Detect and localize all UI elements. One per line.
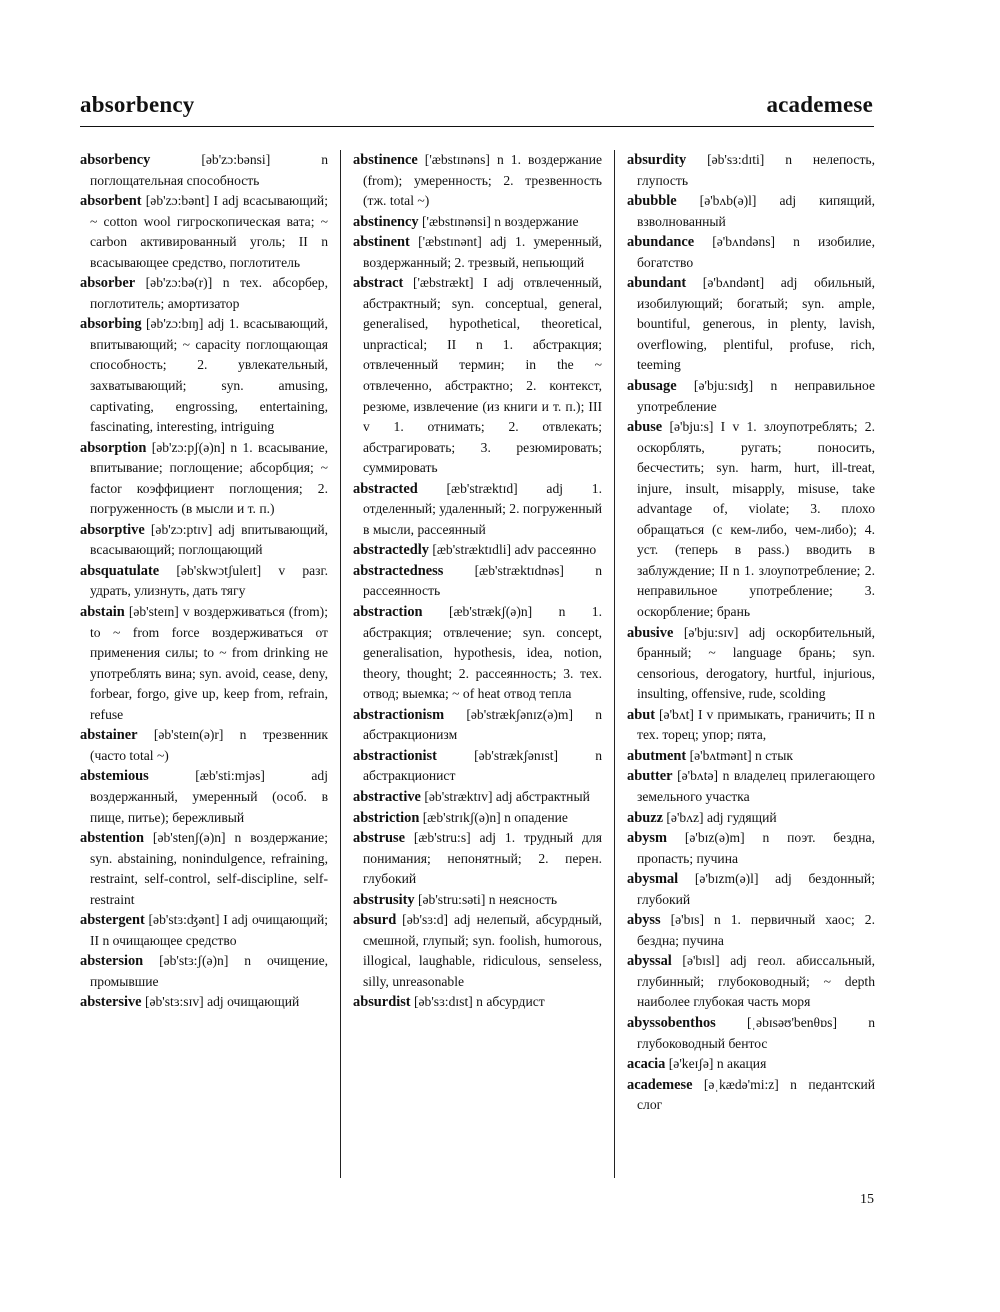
dictionary-entry xyxy=(353,212,602,233)
entry-definition: [əb'stræktɪv] adj абстрактный xyxy=(420,788,590,804)
entry-definition: [əb'strækʃənɪst] n абстракционист xyxy=(363,747,602,784)
entry-definition: [æb'stræktɪd] adj 1. отделенный; удаленный; 2. погруженный в мысли, рассеянный xyxy=(363,480,602,537)
entry-definition: [æb'stræktɪdli] adv рассеянно xyxy=(428,542,597,558)
entry-definition: ['æbstɪnənsi] n воздержание xyxy=(418,213,579,229)
entry-headword: absorber xyxy=(80,275,136,292)
dictionary-entry xyxy=(353,890,602,911)
column-divider xyxy=(614,150,615,1178)
dictionary-entry xyxy=(80,273,328,314)
dictionary-entry xyxy=(80,725,328,766)
entry-definition: ['æbstɪnəns] n 1. воздержание (from); умеренность; 2. трезвенность (тж. total ~) xyxy=(363,152,602,209)
entry-definition: [ə'bʌb(ə)l] adj кипящий, взволнованный xyxy=(637,193,875,229)
entry-definition: [əb'zɔ:bənsi] n поглощательная способность xyxy=(90,152,328,188)
dictionary-entry xyxy=(627,766,875,807)
entry-definition: [æb'strækʃ(ə)n] n 1. абстракция; отвлечение; syn. concept, generalisation, hypothesis, idea, notion, theory, thought; 2. рассеянность; 3. тех. отвод; выемка; ~ of heat отвод тепла xyxy=(363,604,602,702)
dictionary-entry xyxy=(353,561,602,602)
dictionary-entry xyxy=(627,1013,875,1054)
entry-definition: [ə'bʌtə] n владелец прилегающего земельного участка xyxy=(637,768,875,804)
entry-headword: abstriction xyxy=(353,809,420,826)
entry-headword: abstractionism xyxy=(353,706,445,723)
dictionary-entry xyxy=(80,520,328,561)
entry-headword: absorptive xyxy=(80,521,145,538)
entry-definition: [ə'bɪsl] adj геол. абиссальный, глубинный; глубоководный; ~ depth наиболее глубокая часть моря xyxy=(637,953,875,1010)
dictionary-entry xyxy=(353,808,602,829)
dictionary-entry xyxy=(80,438,328,520)
dictionary-entry xyxy=(627,376,875,417)
entry-definition: [əb'zɔ:bənt] I adj всасывающий; ~ cotton wool гигроскопическая вата; ~ carbon активированный уголь; II n всасывающее средство, поглотитель xyxy=(90,193,328,270)
entry-headword: absorbency xyxy=(80,152,151,168)
entry-headword: abstemious xyxy=(80,768,149,785)
entry-headword: abstraction xyxy=(353,604,423,621)
dictionary-entry xyxy=(353,910,602,992)
entry-headword: absurdity xyxy=(627,152,687,168)
entry-headword: abysm xyxy=(627,830,667,847)
entry-definition: [əb'strækʃənɪz(ə)m] n абстракционизм xyxy=(363,706,602,743)
entry-headword: abstractedly xyxy=(353,542,429,559)
entry-headword: acacia xyxy=(627,1056,666,1073)
dictionary-entry xyxy=(353,828,602,890)
dictionary-entry xyxy=(627,828,875,869)
entry-headword: abstractionist xyxy=(353,747,437,764)
dictionary-entry xyxy=(353,150,602,212)
entry-definition: [əb'sɜ:dɪst] n абсурдист xyxy=(410,994,545,1010)
dictionary-entry xyxy=(627,232,875,273)
entry-headword: abstinent xyxy=(353,234,410,251)
entry-headword: abstainer xyxy=(80,727,138,744)
dictionary-entry xyxy=(353,232,602,273)
entry-definition: [ə'bju:sɪv] adj оскорбительный, бранный; ~ language брань; syn. censorious, derogatory, hurtful, injurious, insulting, offensive, rude, scolding xyxy=(637,624,875,702)
entry-definition: [əb'skwɔtʃuleɪt] v разг. удрать, улизнуть, дать тягу xyxy=(90,562,328,599)
entry-definition: [ə'bʌndəns] n изобилие, богатство xyxy=(637,234,875,270)
dictionary-column-2 xyxy=(353,150,602,1013)
dictionary-entry xyxy=(627,705,875,746)
dictionary-entry xyxy=(353,540,602,561)
dictionary-entry xyxy=(80,150,328,191)
dictionary-entry xyxy=(353,602,602,705)
entry-headword: abysmal xyxy=(627,871,679,888)
entry-definition: [əb'stɜ:sɪv] adj очищающий xyxy=(141,994,300,1010)
entry-headword: absurd xyxy=(353,912,397,929)
dictionary-entry xyxy=(80,561,328,602)
dictionary-entry xyxy=(353,787,602,808)
entry-definition: [əb'zɔ:bɪŋ] adj 1. всасывающий, впитывающий; ~ capacity поглощающая способность; 2. увлекательный, захватывающий; syn. amusing, captivating, engrossing, entertaining, fascinating, interesting, intriguing xyxy=(90,316,328,435)
entry-definition: [ə'keɪʃə] n акация xyxy=(665,1056,767,1072)
entry-headword: abstract xyxy=(353,275,404,292)
entry-definition: [əb'stɜ:ʃ(ə)n] n очищение, промывшие xyxy=(90,953,328,989)
column-divider xyxy=(340,150,341,1178)
entry-definition: [əb'stru:səti] n неясность xyxy=(414,891,558,907)
entry-definition: [ə'bɪz(ə)m] n поэт. бездна, пропасть; пучина xyxy=(637,830,875,866)
dictionary-entry xyxy=(627,910,875,951)
entry-definition: [ə'bʌtmənt] n стык xyxy=(686,747,793,763)
entry-headword: abstersive xyxy=(80,994,142,1011)
entry-definition: [əb'zɔ:pʃ(ə)n] n 1. всасывание, впитывание; поглощение; абсорбция; ~ factor коэффициент поглощения; 2. погруженность (в мысли и т. п.) xyxy=(90,439,328,517)
dictionary-entry xyxy=(627,623,875,705)
entry-headword: absorption xyxy=(80,439,147,456)
entry-definition: [əb'steɪn(ə)r] n трезвенник (часто total ~) xyxy=(90,727,328,763)
entry-definition: [æb'stræktɪdnəs] n рассеянность xyxy=(363,562,602,599)
entry-headword: abutment xyxy=(627,747,687,764)
entry-definition: ['æbstrækt] I adj отвлеченный, абстрактный; syn. conceptual, general, generalised, hypothetical, theoretical, unpractical; II n 1. абстракция; отвлеченный термин; in the ~ отвлеченно, абстрактно; 2. контекст, резюме, извлечение (из книги и т. п.); III v 1. отнимать; 2. отвлекать; абстрагировать; 3. резюмировать; суммировать xyxy=(363,275,602,476)
entry-definition: ['æbstɪnənt] adj 1. умеренный, воздержанный; 2. трезвый, непьющий xyxy=(363,234,602,270)
entry-definition: [æb'stru:s] adj 1. трудный для понимания; непонятный; 2. перен. глубокий xyxy=(363,830,602,887)
dictionary-entry xyxy=(627,746,875,767)
dictionary-entry xyxy=(80,314,328,437)
entry-definition: [əb'steɪn] v воздерживаться (from); to ~ from force воздерживаться от применения силы; to ~ from drinking не употреблять вина; syn. avoid, cease, deny, forbear, forgo, give up, keep from, refrain, refuse xyxy=(90,604,328,722)
entry-headword: abyssobenthos xyxy=(627,1014,716,1031)
dictionary-entry xyxy=(353,746,602,787)
entry-definition: [ə'bʌndənt] adj обильный, изобилующий; богатый; syn. ample, bountiful, generous, in plenty, lavish, overflowing, plentiful, profuse, rich, teeming xyxy=(637,275,875,373)
entry-headword: abstention xyxy=(80,830,144,847)
entry-headword: abubble xyxy=(627,193,677,210)
entry-headword: abstinence xyxy=(353,152,418,168)
dictionary-entry xyxy=(353,273,602,478)
entry-definition: [æb'strɪkʃ(ə)n] n опадение xyxy=(419,809,568,825)
header-rule xyxy=(80,126,874,127)
entry-headword: academese xyxy=(627,1076,693,1093)
dictionary-entry xyxy=(80,191,328,273)
entry-headword: abundance xyxy=(627,234,695,251)
entry-headword: abstracted xyxy=(353,480,418,497)
entry-headword: absurdist xyxy=(353,994,411,1011)
entry-headword: abstrusity xyxy=(353,891,415,908)
dictionary-entry xyxy=(80,828,328,910)
entry-headword: abuzz xyxy=(627,809,663,826)
dictionary-entry xyxy=(627,1054,875,1075)
dictionary-entry xyxy=(627,150,875,191)
entry-definition: [ə'bʌz] adj гудящий xyxy=(662,809,777,825)
entry-definition: [əb'stenʃ(ə)n] n воздержание; syn. abstaining, nonindulgence, refraining, restraint, self-control, self-discipline, self-restraint xyxy=(90,830,328,907)
entry-headword: abyss xyxy=(627,912,661,929)
dictionary-entry xyxy=(627,191,875,232)
entry-headword: abstractedness xyxy=(353,562,444,579)
running-header-left: absorbency xyxy=(80,92,195,117)
dictionary-entry xyxy=(80,602,328,725)
entry-definition: [əb'zɔ:bə(r)] n тех. абсорбер, поглотитель; амортизатор xyxy=(90,275,328,311)
entry-headword: abutter xyxy=(627,768,673,785)
entry-headword: abyssal xyxy=(627,953,672,970)
entry-definition: [ə'bɪs] n 1. первичный хаос; 2. бездна; пучина xyxy=(637,912,875,948)
entry-definition: [əb'stɜ:ʤənt] I adj очищающий; II n очищающее средство xyxy=(90,912,328,948)
entry-headword: abstergent xyxy=(80,912,145,929)
page-number: 15 xyxy=(860,1192,874,1207)
entry-definition: [ə'bju:s] I v 1. злоупотреблять; 2. оскорблять, ругать; поносить, бесчестить; syn. harm, hurt, ill-treat, injure, insult, misapply, misuse, take advantage of, violate; 3. плохо обращаться (с кем-либо, чем-либо); 4. уст. (теперь в pass.) вводить в заблуждение; II n 1. злоупотребление; 2. неправильное употребление; 3. оскорбление; брань xyxy=(637,419,875,620)
entry-definition: [əb'sɜ:d] adj нелепый, абсурдный, смешной, глупый; syn. foolish, humorous, illogical, laughable, ridiculous, senseless, silly, unreasonable xyxy=(363,912,602,989)
dictionary-entry xyxy=(627,808,875,829)
entry-definition: [ə'bɪzm(ə)l] adj бездонный; глубокий xyxy=(637,871,875,907)
dictionary-entry xyxy=(627,951,875,1013)
entry-definition: [əˌkædə'mi:z] n педантский слог xyxy=(637,1076,875,1113)
entry-definition: [əb'zɔ:ptɪv] adj впитывающий, всасывающий; поглощающий xyxy=(90,521,328,558)
dictionary-entry xyxy=(627,417,875,622)
dictionary-entry xyxy=(353,479,602,541)
entry-headword: absorbing xyxy=(80,316,142,333)
entry-headword: abusage xyxy=(627,378,677,395)
dictionary-entry xyxy=(80,951,328,992)
entry-headword: absorbent xyxy=(80,193,142,210)
dictionary-entry xyxy=(627,1075,875,1116)
entry-headword: abut xyxy=(627,706,655,723)
entry-headword: abundant xyxy=(627,275,687,292)
entry-headword: absquatulate xyxy=(80,562,160,579)
dictionary-entry xyxy=(627,869,875,910)
dictionary-entry xyxy=(80,992,328,1013)
dictionary-entry xyxy=(353,992,602,1013)
dictionary-entry xyxy=(80,766,328,828)
entry-headword: abuse xyxy=(627,419,663,436)
dictionary-entry xyxy=(627,273,875,376)
entry-headword: abstruse xyxy=(353,830,405,847)
entry-definition: [æb'sti:mjəs] adj воздержанный, умеренный (особ. в пище, питье); бережливый xyxy=(90,768,328,825)
dictionary-entry xyxy=(80,910,328,951)
entry-definition: [ˌəbɪsəʊ'benθɒs] n глубоководный бентос xyxy=(637,1014,875,1051)
dictionary-column-1 xyxy=(80,150,328,1013)
running-header-right: academese xyxy=(766,92,873,117)
entry-headword: abstractive xyxy=(353,788,421,805)
entry-headword: abstersion xyxy=(80,953,144,970)
entry-headword: abstain xyxy=(80,604,125,621)
entry-headword: abusive xyxy=(627,624,674,641)
entry-definition: [ə'bʌt] I v примыкать, граничить; II n тех. торец; упор; пята, xyxy=(637,706,875,743)
entry-definition: [ə'bju:sɪʤ] n неправильное употребление xyxy=(637,378,875,414)
dictionary-column-3 xyxy=(627,150,875,1116)
entry-definition: [əb'sɜ:dɪti] n нелепость, глупость xyxy=(637,152,875,188)
entry-headword: abstinency xyxy=(353,213,419,230)
dictionary-entry xyxy=(353,705,602,746)
